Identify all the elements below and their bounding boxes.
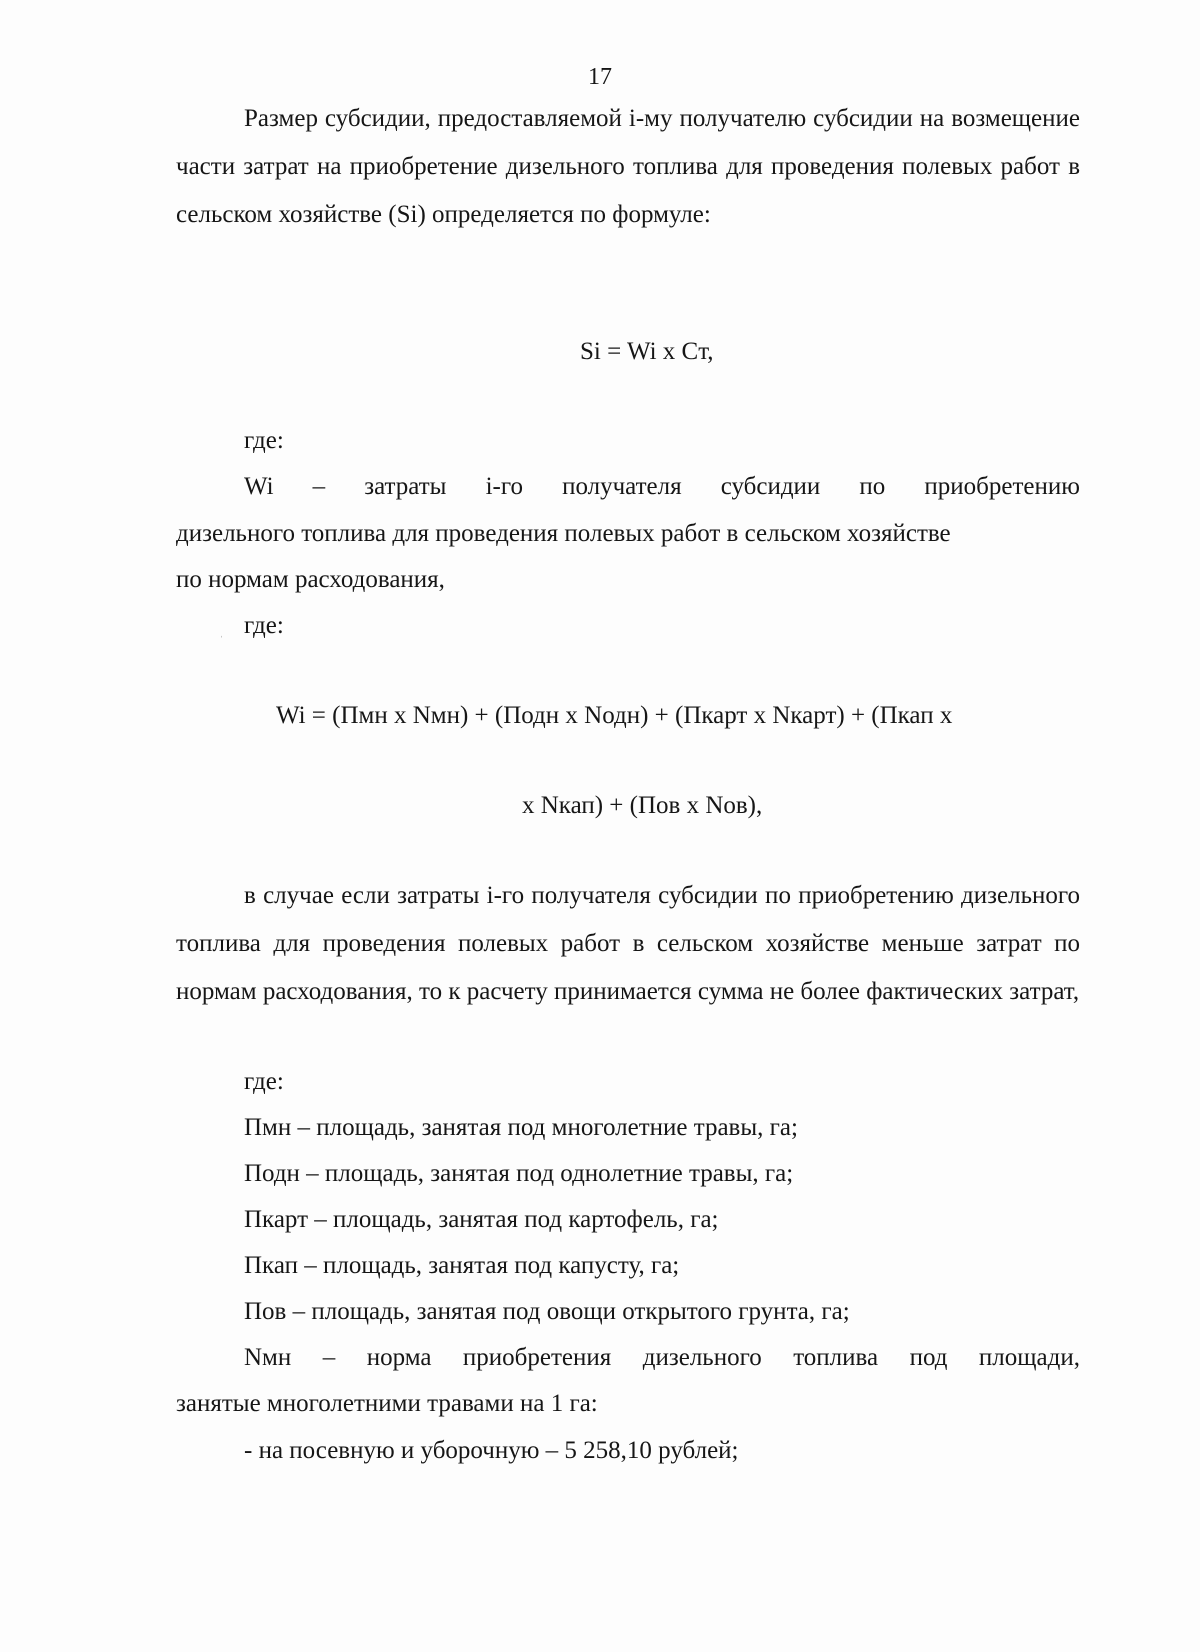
word: приобретения bbox=[462, 1344, 612, 1371]
formula-si: Si = Wi x Cт, bbox=[580, 338, 714, 365]
where-label-2: где: bbox=[244, 612, 284, 639]
list-item-sowing-harvest: - на посевную и уборочную – 5 258,10 рублей; bbox=[244, 1437, 739, 1464]
definition-pmn: Пмн – площадь, занятая под многолетние травы, га; bbox=[244, 1114, 798, 1141]
wi-definition-line-1 bbox=[244, 463, 1080, 511]
scan-speck: ˌ bbox=[220, 627, 224, 638]
word: норма bbox=[366, 1344, 432, 1371]
word: затраты bbox=[364, 473, 447, 500]
formula-wi-line-1: Wi = (Пмн x Nмн) + (Подн x Nодн) + (Пкарт x Nкарт) + (Пкап x bbox=[276, 702, 953, 729]
word: топлива bbox=[793, 1344, 879, 1371]
nmn-definition-line-2: занятые многолетними травами на 1 га: bbox=[176, 1390, 598, 1417]
word: Wi bbox=[244, 473, 274, 500]
word: Nмн bbox=[244, 1344, 292, 1371]
word: под bbox=[909, 1344, 948, 1371]
definition-pkart: Пкарт – площадь, занятая под картофель, га; bbox=[244, 1206, 719, 1233]
definition-podn: Подн – площадь, занятая под однолетние травы, га; bbox=[244, 1160, 794, 1187]
nmn-definition-line-1 bbox=[244, 1334, 1080, 1382]
wi-definition-words bbox=[244, 463, 1080, 511]
definition-pov: Пов – площадь, занятая под овощи открытого грунта, га; bbox=[244, 1298, 850, 1325]
intro-paragraph-block bbox=[176, 95, 1080, 239]
word: – bbox=[322, 1344, 336, 1371]
word: – bbox=[312, 473, 326, 500]
word: дизельного bbox=[642, 1344, 762, 1371]
page-number: 17 bbox=[588, 64, 612, 90]
formula-wi-line-2: x Nкап) + (Пов x Nов), bbox=[522, 792, 763, 819]
intro-paragraph: Размер субсидии, предоставляемой i-му получателю субсидии на возмещение части затрат на приобретение дизельного топлива для проведения полевых работ в сельском хозяйстве (Si) определяется по формуле: bbox=[176, 105, 1080, 228]
word: по bbox=[859, 473, 886, 500]
word: i-го bbox=[485, 473, 523, 500]
word: приобретению bbox=[924, 473, 1080, 500]
nmn-definition-words bbox=[244, 1334, 1080, 1382]
where-label-3: где: bbox=[244, 1068, 284, 1095]
where-label-1: где: bbox=[244, 427, 284, 454]
word: площади, bbox=[978, 1344, 1080, 1371]
word: субсидии bbox=[720, 473, 821, 500]
case-paragraph: в случае если затраты i-го получателя субсидии по приобретению дизельного топлива для проведения полевых работ в сельском хозяйстве меньше затрат по нормам расходования, то к расчету принимается сумма не более фактических затрат, bbox=[176, 882, 1080, 1005]
wi-definition-line-2: дизельного топлива для проведения полевых работ в сельском хозяйстве bbox=[176, 520, 951, 547]
definition-pkap: Пкап – площадь, занятая под капусту, га; bbox=[244, 1252, 680, 1279]
wi-definition-line-3: по нормам расходования, bbox=[176, 566, 445, 593]
word: получателя bbox=[562, 473, 682, 500]
case-paragraph-block bbox=[176, 872, 1080, 1016]
